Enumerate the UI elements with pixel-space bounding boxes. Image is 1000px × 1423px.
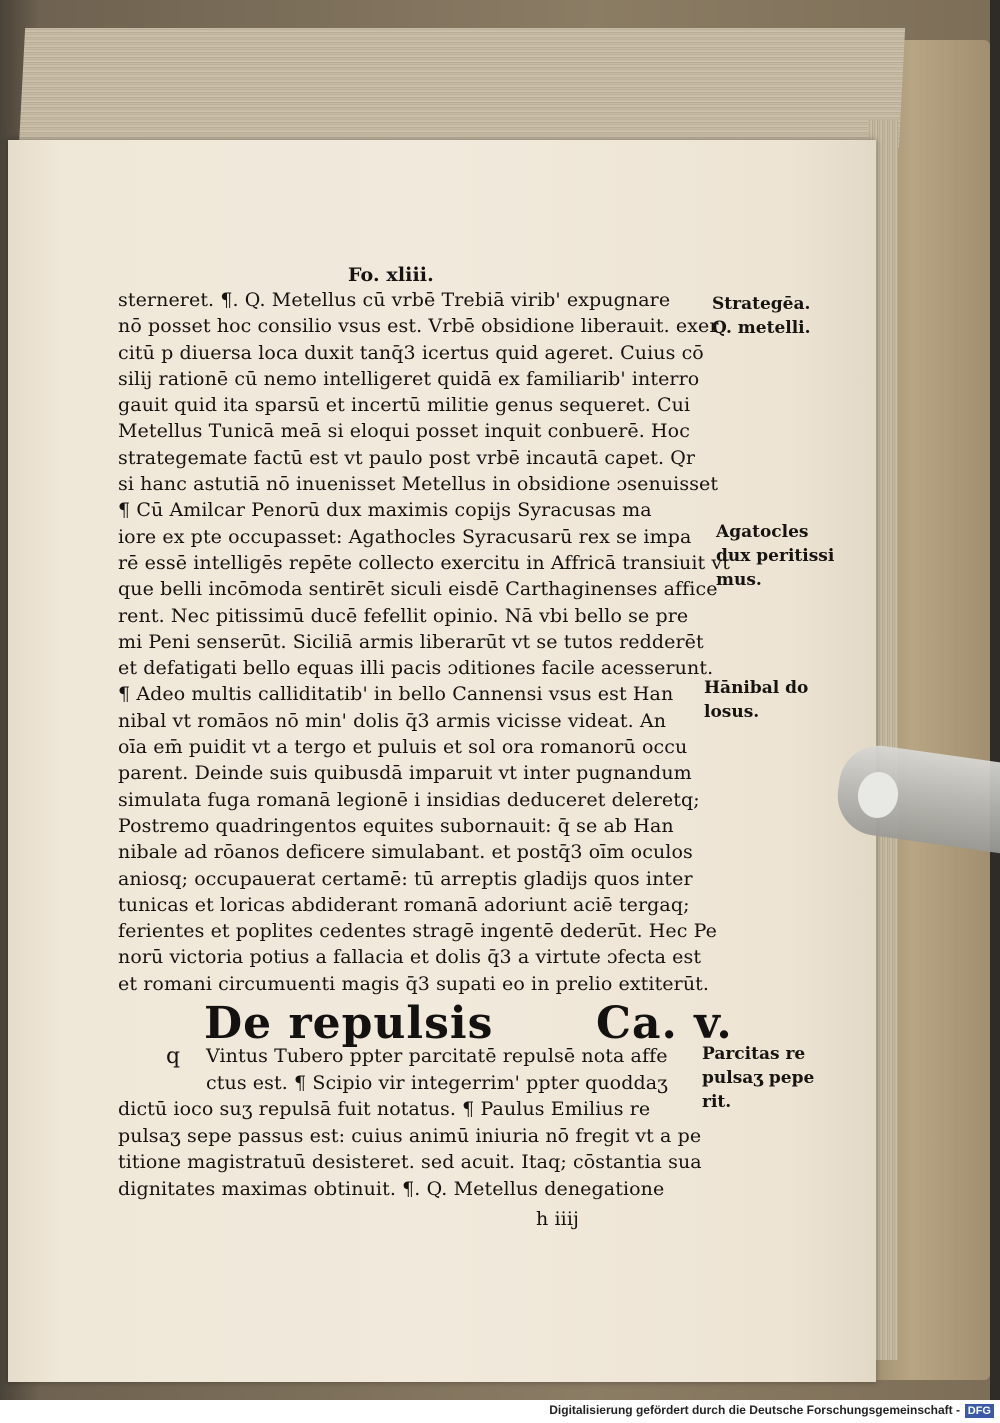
funding-notice: Digitalisierung gefördert durch die Deutsche Forschungsgemeinschaft - xyxy=(549,1403,960,1417)
text-line: citū p diuersa loca duxit tanq̄3 icertus quid ageret. Cuius cō xyxy=(118,341,704,364)
marginal-line: dux peritissi xyxy=(716,546,835,566)
text-line: rent. Nec pitissimū ducē fefellit opinio. Nā vbi bello se pre xyxy=(118,604,689,627)
dfg-logo: DFG xyxy=(965,1404,994,1418)
marginal-note-parcitas xyxy=(702,1042,814,1114)
marginal-line: Agatocles xyxy=(716,522,809,542)
marginal-note-agatocles xyxy=(716,520,834,592)
text-line: sterneret. ¶. Q. Metellus cū vrbē Trebiā virib' expugnare xyxy=(118,289,671,311)
text-line: iore ex pte occupasset: Agathocles Syracusarū rex se impa xyxy=(118,525,692,548)
marginal-line: Strategēa. xyxy=(712,294,811,314)
text-line: parent. Deinde suis quibusdā imparuit vt inter pugnandum xyxy=(118,762,692,785)
section-text-block xyxy=(118,1043,702,1203)
text-line: aniosq; occupauerat certamē: tū arreptis gladijs quos inter xyxy=(118,867,693,890)
text-line: que belli incōmoda sentirēt siculi eisdē Carthaginenses affice xyxy=(118,578,718,601)
marginal-note-hanibal xyxy=(704,676,808,724)
text-line: dictū ioco suʒ repulsā fuit notatus. ¶ Paulus Emilius re xyxy=(118,1098,651,1121)
text-line: norū victoria potius a fallacia et dolis q̄3 a virtute ɔfecta est xyxy=(118,946,702,969)
marginal-line: Hānibal do xyxy=(704,678,809,698)
text-line: si hanc astutiā nō inuenisset Metellus in obsidione ɔsenuisset xyxy=(118,473,719,496)
chapter-number: Ca. v. xyxy=(596,998,733,1049)
text-line: strategemate factū est vt paulo post vrbē incautā capet. Qr xyxy=(118,446,696,469)
text-line: ctus est. ¶ Scipio vir integerrim' ppter quoddaʒ xyxy=(206,1071,668,1094)
text-line: ferientes et poplites cedentes stragē ingentē dederūt. Hec Pe xyxy=(118,920,718,943)
text-line: Vintus Tubero ppter parcitatē repulsē nota affe xyxy=(206,1045,668,1067)
footer-bar xyxy=(0,1400,1000,1423)
text-line: et defatigati bello equas illi pacis ɔditiones facile acesserunt. xyxy=(118,657,714,680)
signature-mark: h iiij xyxy=(536,1208,579,1230)
marginal-line: Parcitas re xyxy=(702,1044,806,1064)
marginal-line: pulsaʒ pepe xyxy=(702,1068,815,1088)
text-line: mi Peni senserūt. Siciliā armis liberarūt vt se tutos redderēt xyxy=(118,630,704,653)
text-line: nibale ad rōanos deficere simulabant. et postq̄3 oīm oculos xyxy=(118,841,693,864)
page-edges-top xyxy=(19,28,905,148)
drop-initial-guide: q xyxy=(166,1044,181,1069)
text-line: ¶ Cū Amilcar Penorū dux maximis copijs Syracusas ma xyxy=(118,499,652,522)
text-line: gauit quid ita sparsū et incertū militie genus sequeret. Cui xyxy=(118,394,691,417)
marginal-line: rit. xyxy=(702,1092,732,1112)
text-line: rē essē intelligēs repēte collecto exercitu in Affricā transiuit vt xyxy=(118,551,730,574)
marginal-line: Q. metelli. xyxy=(712,318,811,338)
text-line: tunicas et loricas abdiderant romanā adoriunt aciē tergaq; xyxy=(118,893,690,916)
text-line: Metellus Tunicā meā si eloqui posset inquit conbuerē. Hoc xyxy=(118,420,690,443)
text-line: pulsaʒ sepe passus est: cuius animū iniuria nō fregit vt a pe xyxy=(118,1124,702,1147)
folio-number: Fo. xliii. xyxy=(348,264,434,286)
chapter-heading xyxy=(204,998,733,1049)
text-line: dignitates maximas obtinuit. ¶. Q. Metellus denegatione xyxy=(118,1177,665,1200)
text-line: silij rationē cū nemo intelligeret quidā ex familiarib' interro xyxy=(118,367,700,390)
text-line: simulata fuga romanā legionē i insidias deduceret deleretq; xyxy=(118,788,700,811)
marginal-line: mus. xyxy=(716,570,762,590)
marginal-line: losus. xyxy=(704,702,760,722)
text-line: oīa em̄ puidit vt a tergo et puluis et sol ora romanorū occu xyxy=(118,736,688,759)
text-line: ¶ Adeo multis calliditatib' in bello Cannensi vsus est Han xyxy=(118,683,674,706)
text-line: et romani circumuenti magis q̄3 supati eo in prelio extiterūt. xyxy=(118,972,710,995)
main-text-block xyxy=(118,287,730,997)
text-line: nō posset hoc consilio vsus est. Vrbē obsidione liberauit. exer xyxy=(118,315,719,338)
text-line: titione magistratuū desisteret. sed acuit. Itaq; cōstantia sua xyxy=(118,1151,702,1174)
heading-title: De repulsis xyxy=(204,998,494,1049)
marginal-note-strategema xyxy=(712,292,811,340)
text-line: nibal vt romāos nō min' dolis q̄3 armis vicisse videat. An xyxy=(118,709,667,732)
text-line: Postremo quadringentos equites subornauit: q̄ se ab Han xyxy=(118,814,674,837)
